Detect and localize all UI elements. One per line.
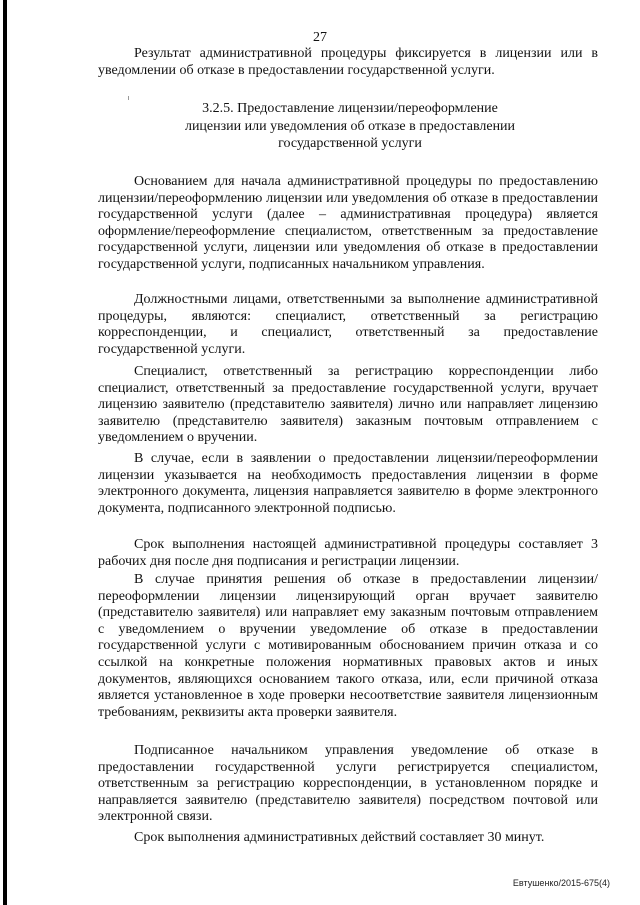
section-heading-line-2: лицензии или уведомления об отказе в предоставлении <box>184 118 516 134</box>
section-heading-line-1: 3.2.5. Предоставление лицензии/переоформление <box>202 101 498 116</box>
page-number: 27 <box>313 30 327 45</box>
intro-paragraph: Результат административной процедуры фиксируется в лицензии или в уведомлении об отказе в предоставлении государственной услуги. <box>98 46 598 78</box>
paragraph-final-term: Срок выполнения административных действий составляет 30 минут. <box>134 830 545 845</box>
footer-code: Евтушенко/2015-675(4) <box>512 878 610 888</box>
paragraph-term: Срок выполнения настоящей административной процедуры составляет 3 рабочих дня после дня подписания и регистрации лицензии. <box>98 537 598 569</box>
paragraph-basis: Основанием для начала административной процедуры по предоставлению лицензии/переоформлению лицензии или уведомления об отказе в предоставлении государственной услуги (далее – административная процедура) является оформление/переоформление специалистом, ответственным за предоставление государственной услуги, лицензии или уведомления об отказе в предоставлении государственной услуги, подписанных начальником управления. <box>98 174 598 272</box>
section-heading <box>120 100 580 153</box>
paragraph-delivery: Специалист, ответственный за регистрацию корреспонденции либо специалист, ответственный за предоставление государственной услуги, вручает лицензию заявителю (представителю заявителя) лично или направляет лицензию заявителю (представителю заявителя) заказным почтовым отправлением с уведомлением о вручении. <box>98 364 598 446</box>
paragraph-electronic: В случае, если в заявлении о предоставлении лицензии/переоформлении лицензии указывается на необходимость предоставления лицензии в форме электронного документа, лицензия направляется заявителю в форме электронного документа, подписанного электронной подписью. <box>98 451 598 516</box>
paragraph-registration: Подписанное начальником управления уведомление об отказе в предоставлении государственной услуги регистрируется специалистом, ответственным за регистрацию корреспонденции, в установленном порядке и направляется заявителю (представителю заявителя) посредством почтовой или электронной связи. <box>98 743 598 825</box>
paragraph-refusal: В случае принятия решения об отказе в предоставлении лицензии/переоформлении лицензии лицензирующий орган вручает заявителю (представителю заявителя) или направляет ему заказным почтовым отправлением с уведомлением о вручении уведомление об отказе в предоставлении государственной услуги с мотивированным обоснованием причин отказа и со ссылкой на конкретные положения нормативных правовых актов и иных документов, являющихся основанием такого отказа, или, если причиной отказа является установленное в ходе проверки несоответствие заявителя лицензионным требованиям, реквизиты акта проверки заявителя. <box>98 572 598 720</box>
scan-edge-line <box>3 0 7 905</box>
paragraph-officials: Должностными лицами, ответственными за выполнение административной процедуры, являются: специалист, ответственный за регистрацию корреспонденции, и специалист, ответственный за предоставление государственной услуги. <box>98 292 598 357</box>
section-heading-line-3: государственной услуги <box>278 136 422 151</box>
